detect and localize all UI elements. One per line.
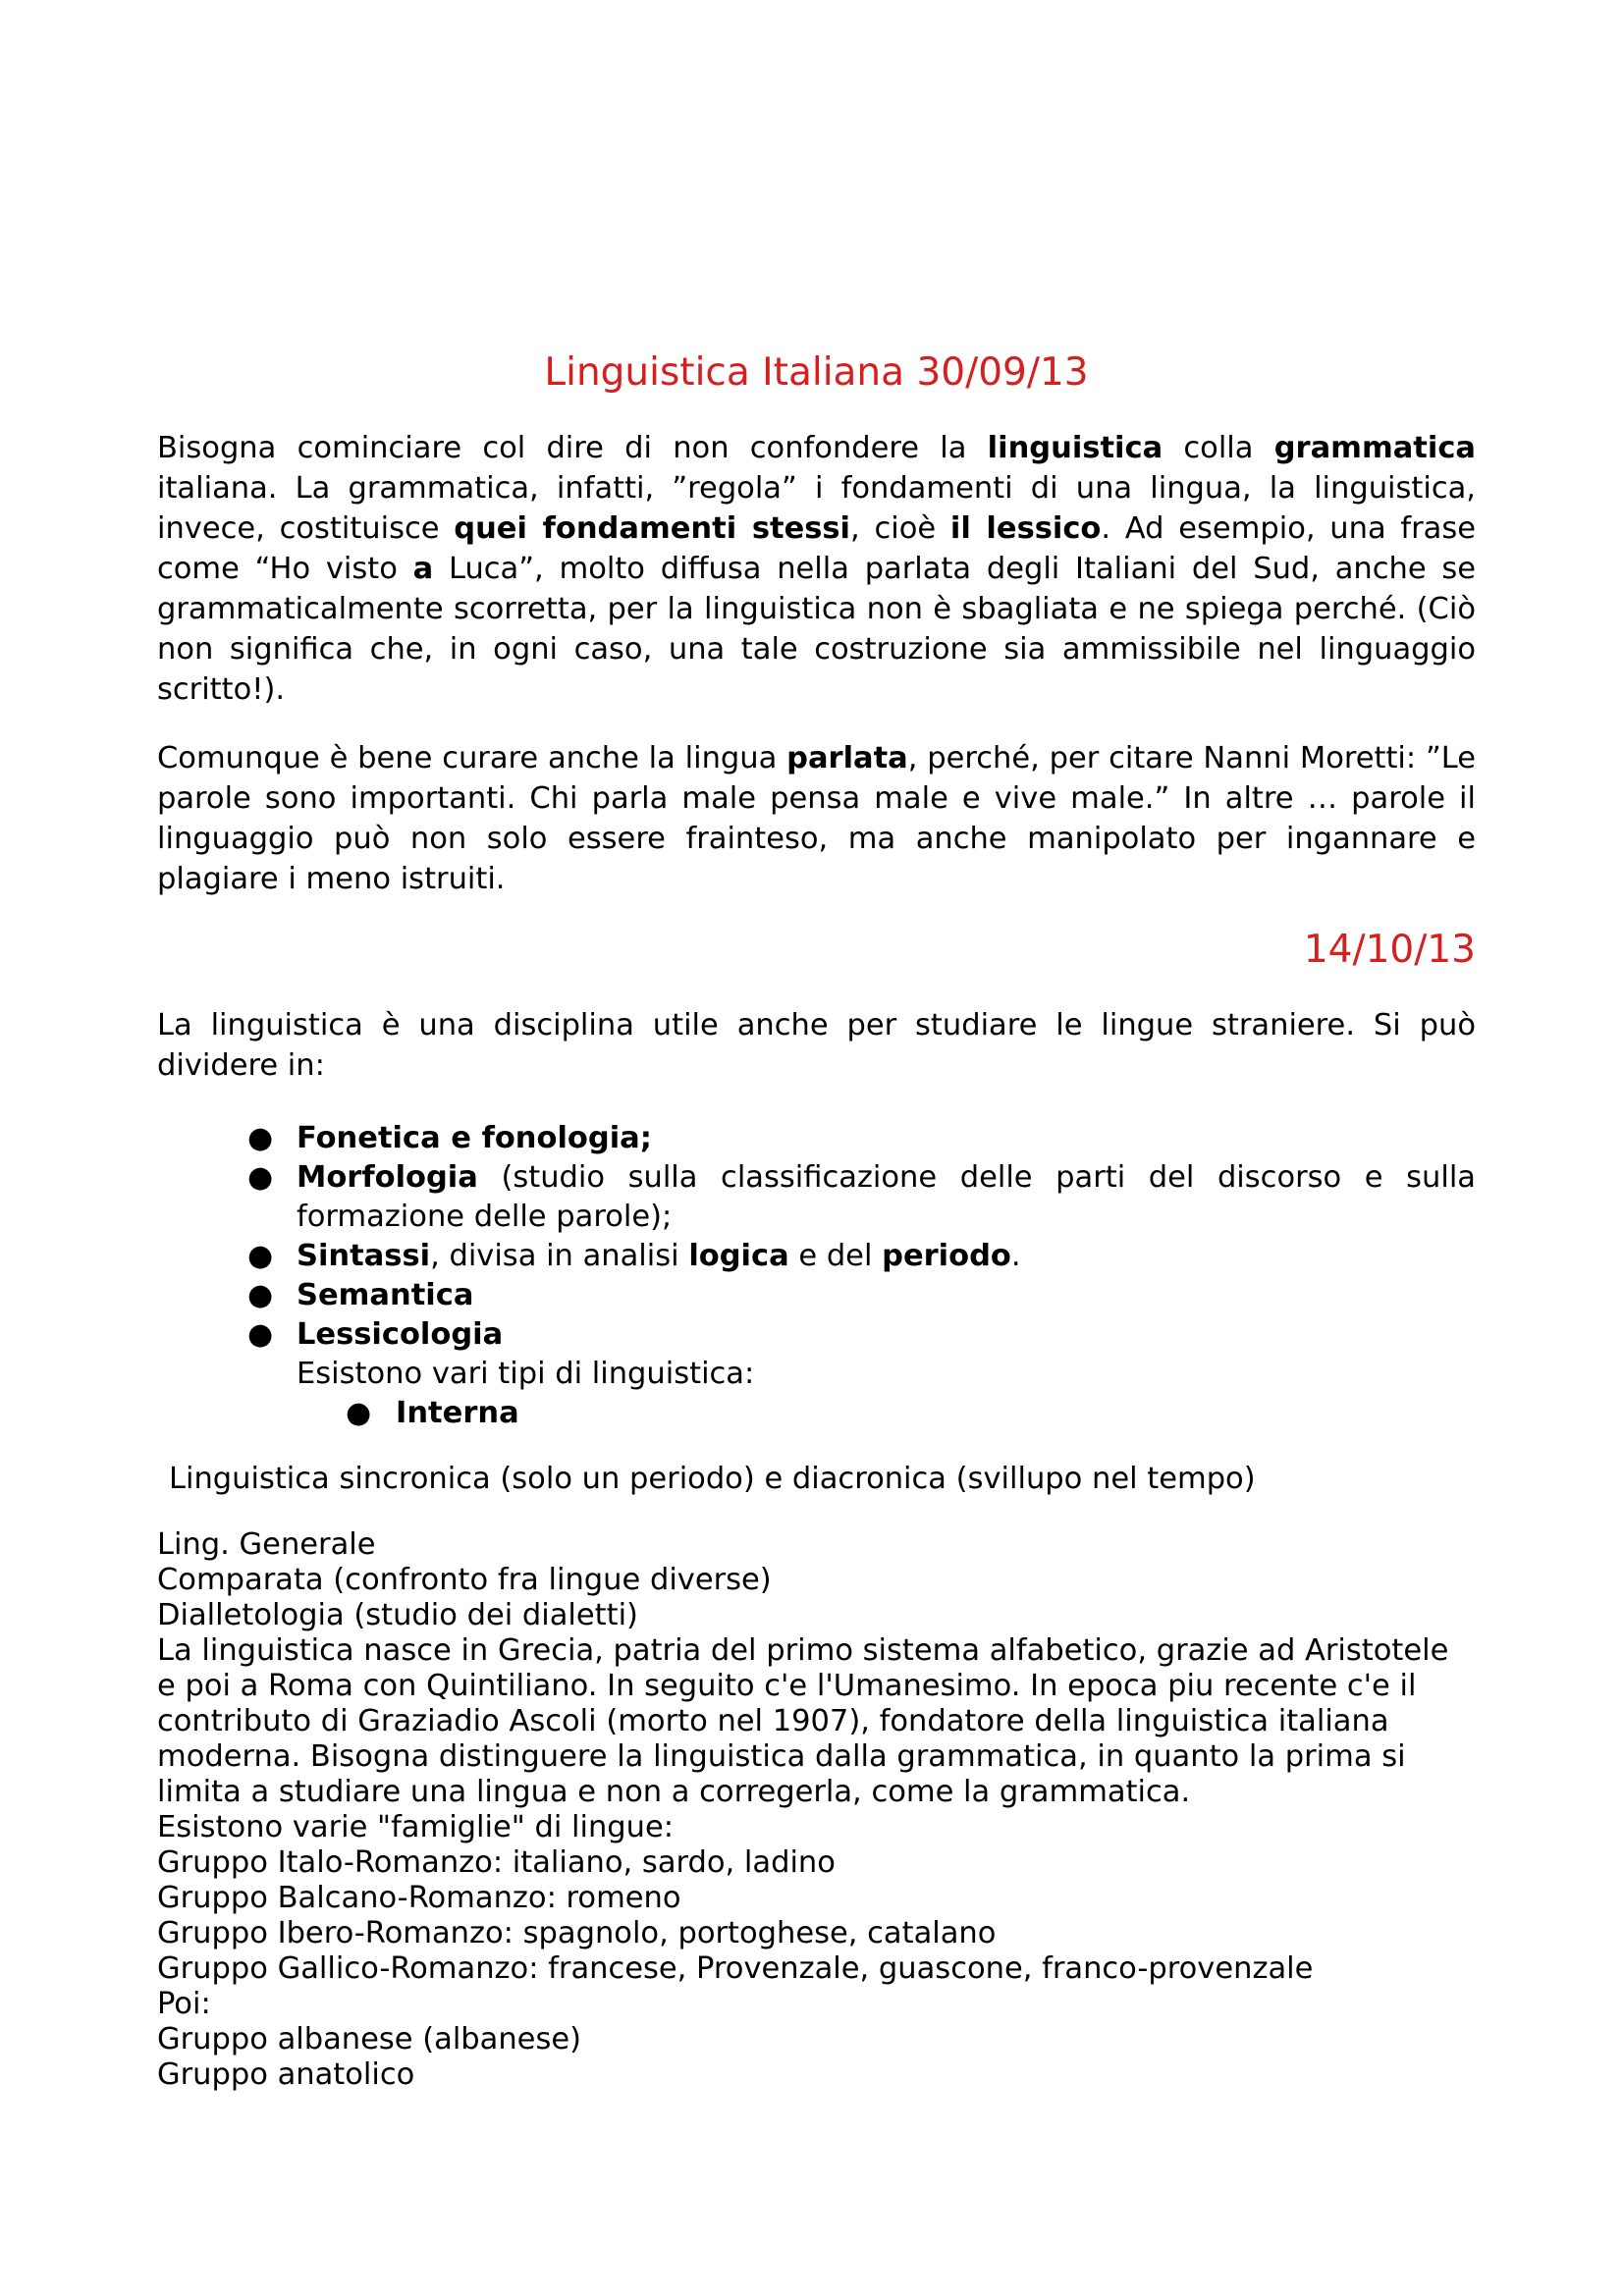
paragraph-disciplina: La linguistica è una disciplina utile anche per studiare le lingue straniere. Si può dividere in: [157,1008,1476,1083]
list-item [157,1276,1476,1315]
text-line: Gruppo Italo-Romanzo: italiano, sardo, ladino [157,1845,836,1880]
list-item-text [297,1278,473,1312]
list-item-text [297,1121,652,1155]
document-page [157,0,1476,2296]
bullet-icon: ● [247,1160,274,1195]
text-line: Gruppo Gallico-Romanzo: francese, Provenzale, guascone, franco-provenzale [157,1951,1314,1986]
list-item [157,1315,1476,1355]
bullet-icon: ● [247,1317,274,1352]
sincronica-line: Linguistica sincronica (solo un periodo) e diacronica (svillupo nel tempo) [169,1462,1256,1496]
text-line: moderna. Bisogna distinguere la linguistica dalla grammatica, in quanto la prima si [157,1739,1406,1774]
text-line: Gruppo Ibero-Romanzo: spagnolo, portoghese, catalano [157,1916,997,1950]
sub-list-intro: Esistono vari tipi di linguistica: [297,1357,755,1391]
text-line: La linguistica nasce in Grecia, patria del primo sistema alfabetico, grazie ad Aristotele [157,1633,1449,1668]
list-item [157,1158,1476,1237]
bold-run: linguistica [987,431,1163,465]
bullet-icon: ● [247,1239,274,1273]
text-line: limita a studiare una lingua e non a corregerla, come la grammatica. [157,1775,1191,1809]
text-line: Gruppo albanese (albanese) [157,2022,582,2056]
text-line: Gruppo Balcano-Romanzo: romeno [157,1881,681,1915]
section-date: 14/10/13 [1303,928,1476,972]
bullet-icon: ● [247,1278,274,1312]
bold-run: logica [688,1239,789,1273]
list-item-text [297,1317,503,1352]
list-item-text: Morfologia (studio sulla classificazione delle parti del discorso e sulla formazione delle parole); [297,1160,1476,1234]
list-item-text: Sintassi, divisa in analisi logica e del periodo. [297,1239,1021,1273]
text-line: Ling. Generale [157,1527,376,1562]
paragraph-intro: Bisogna cominciare col dire di non confondere la linguistica colla grammatica italiana. La grammatica, infatti, ”regola” i fondamenti di una lingua, la linguistica, invece, costituisce quei fondamenti stessi, cioè il lessico. Ad esempio, una frase come “Ho visto a Luca”, molto diffusa nella parlata degli Italiani del Sud, anche se grammaticalmente scorretta, per la linguistica non è sbagliata e ne spiega perché. (Ciò non significa che, in ogni caso, una tale costruzione sia ammissibile nel linguaggio scritto!). [157,431,1477,707]
bold-run: Fonetica e fonologia; [297,1121,652,1155]
bold-run: quei fondamenti stessi [454,511,851,546]
text-line: Poi: [157,1987,211,2021]
bullet-icon: ● [346,1396,372,1430]
document-title: Linguistica Italiana 30/09/13 [544,350,1089,395]
sub-list-item-text: Interna [396,1396,519,1430]
list-item [157,1119,1476,1158]
bullet-icon: ● [247,1121,274,1155]
bold-run: a [412,552,434,586]
bold-run: grammatica [1273,431,1476,465]
notes-block [157,1527,1476,2093]
bold-run: Semantica [297,1278,474,1312]
paragraph-parlata: Comunque è bene curare anche la lingua parlata, perché, per citare Nanni Moretti: ”Le parole sono importanti. Chi parla male pensa male e vive male.” In altre … parole il linguaggio può non solo essere frainteso, ma anche manipolato per ingannare e plagiare i meno istruiti. [157,741,1476,896]
bold-run: Sintassi [297,1239,431,1273]
text-line: Dialletologia (studio dei dialetti) [157,1598,638,1632]
branches-list [157,1119,1476,1433]
sub-list-item [157,1394,1476,1433]
bold-run: Morfologia [297,1160,478,1195]
list-item [157,1237,1476,1276]
bold-run: Lessicologia [297,1317,504,1352]
text-line: Esistono varie "famiglie" di lingue: [157,1810,675,1844]
bold-run: parlata [786,741,908,775]
bold-run: il lessico [949,511,1102,546]
text-line: e poi a Roma con Quintiliano. In seguito c'e l'Umanesimo. In epoca piu recente c'e il [157,1669,1417,1703]
text-line: Gruppo anatolico [157,2057,415,2092]
text-line: contributo di Graziadio Ascoli (morto nel 1907), fondatore della linguistica italiana [157,1704,1389,1738]
text-line: Comparata (confronto fra lingue diverse) [157,1563,772,1597]
bold-run: periodo [882,1239,1011,1273]
